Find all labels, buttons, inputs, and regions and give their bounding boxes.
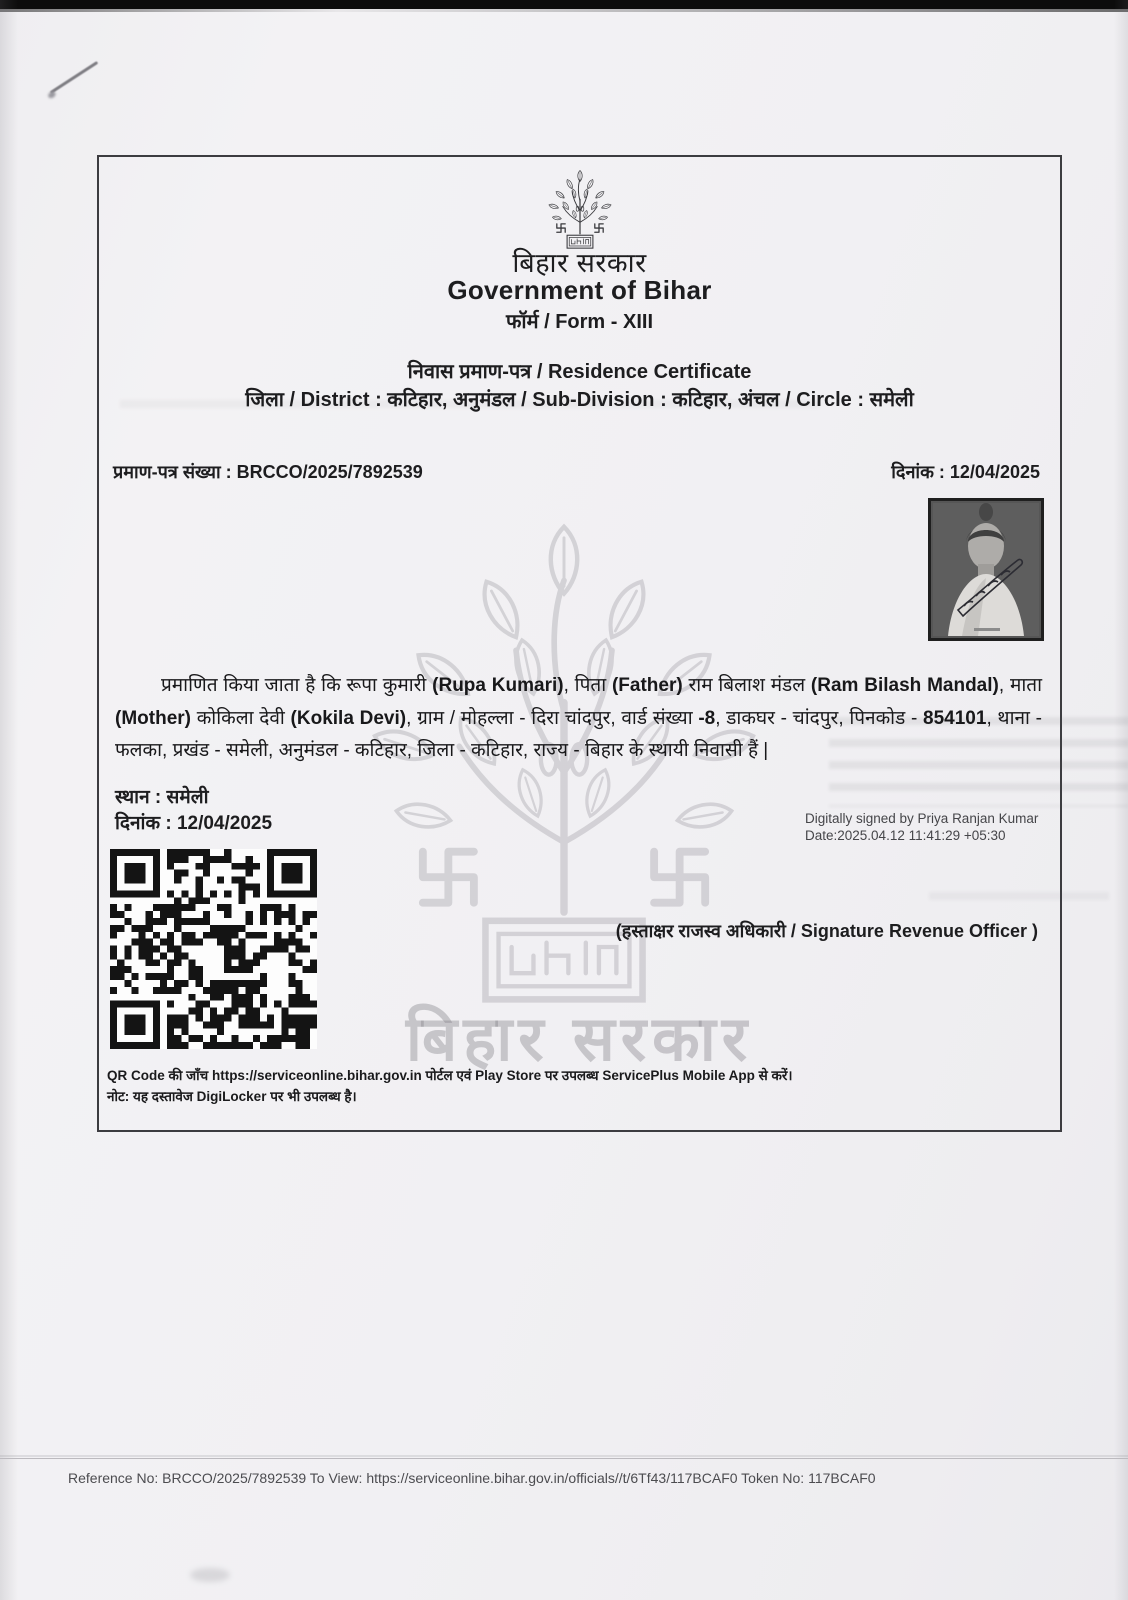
- government-name-hindi: बिहार सरकार: [512, 248, 647, 278]
- scan-smudge: [190, 1568, 230, 1582]
- pen-mark: [50, 61, 99, 94]
- digilocker-note: नोट: यह दस्तावेज DigiLocker पर भी उपलब्ध है।: [107, 1089, 357, 1104]
- certificate-title: निवास प्रमाण-पत्र / Residence Certificate: [407, 361, 752, 383]
- reference-footer-line: Reference No: BRCCO/2025/7892539 To View: https://serviceonline.bihar.gov.in/officials//t/6Tf43/117BCAF0 Token No: 117BCAF0: [68, 1470, 876, 1486]
- place-line: स्थान : समेली: [115, 787, 209, 808]
- applicant-photo: [928, 498, 1044, 641]
- footer-divider: [0, 1458, 1128, 1459]
- scan-edge-artifact: [0, 0, 1128, 9]
- form-number-line: फॉर्म / Form - XIII: [505, 311, 653, 333]
- revenue-officer-signature-label: (हस्ताक्षर राजस्व अधिकारी / Signature Revenue Officer ): [615, 921, 1038, 941]
- issue-date: दिनांक : 12/04/2025: [891, 462, 1040, 482]
- qr-verification-note: QR Code की जाँच https://serviceonline.bihar.gov.in पोर्टल एवं Play Store पर उपलब्ध ServicePlus Mobile App से करें।: [107, 1068, 793, 1083]
- ink-ghosting: [929, 892, 1109, 904]
- government-name-english: Government of Bihar: [447, 275, 712, 305]
- certificate-body-paragraph: प्रमाणित किया जाता है कि रूपा कुमारी (Rupa Kumari), पिता (Father) राम बिलाश मंडल (Ram Bilash Mandal), माता (Mother) कोकिला देवी (Kokila Devi), ग्राम / मोहल्ला - दिरा चांदपुर, वार्ड संख्या -8, डाकघर - चांदपुर, पिनकोड - 854101, थाना - फलका, प्रखंड - समेली, अनुमंडल - कटिहार, जिला - कटिहार, राज्य - बिहार के स्थायी निवासी हैं |: [115, 675, 1043, 761]
- bihar-emblem-logo: [99, 165, 1060, 251]
- paper-edge-shadow-right: [1114, 0, 1128, 1600]
- certificate-meta-row: [113, 460, 1040, 484]
- digital-signature-line1: Digitally signed by Priya Ranjan Kumar: [805, 811, 1039, 826]
- qr-notes-block: [107, 1065, 793, 1107]
- district-subdivision-circle-line: जिला / District : कटिहार, अनुमंडल / Sub-Division : कटिहार, अंचल / Circle : समेली: [245, 389, 914, 411]
- digital-signature-stamp: [805, 810, 1038, 844]
- place-date-block: [115, 785, 272, 837]
- paper-edge-shadow-left: [0, 0, 18, 1600]
- date-line: दिनांक : 12/04/2025: [115, 813, 273, 834]
- digital-signature-line2: Date:2025.04.12 11:41:29 +05:30: [805, 828, 1006, 843]
- certificate-border-box: [97, 155, 1062, 1132]
- qr-code: [110, 849, 317, 1049]
- watermark-text: बिहार सरकार: [405, 1005, 754, 1074]
- certificate-number: प्रमाण-पत्र संख्या : BRCCO/2025/7892539: [113, 462, 423, 482]
